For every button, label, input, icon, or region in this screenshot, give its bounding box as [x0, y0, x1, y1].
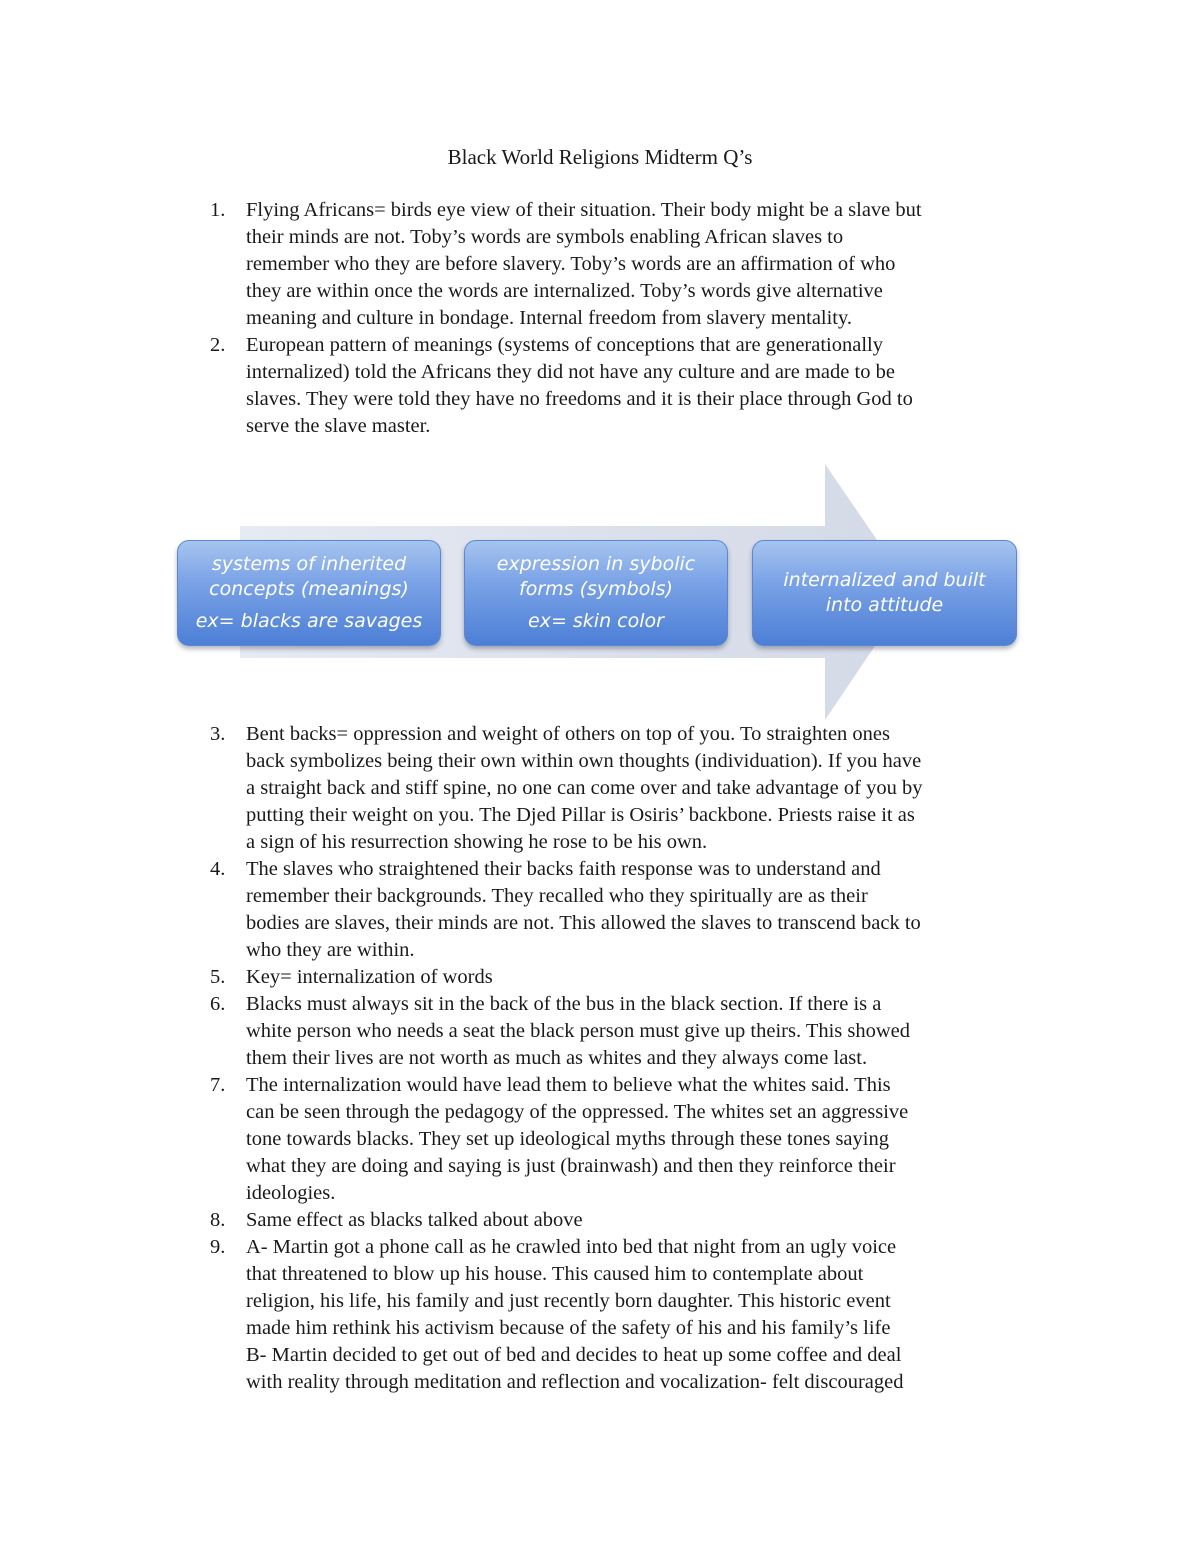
question-number: 7. [210, 1074, 226, 1096]
question-text-line: what they are doing and saying is just (brainwash) and then they reinforce their [246, 1155, 896, 1177]
question-item [200, 856, 1030, 964]
step-example: ex= skin color [528, 610, 664, 632]
question-number: 3. [210, 723, 226, 745]
question-list-top [200, 197, 1030, 440]
question-text-line: A- Martin got a phone call as he crawled into bed that night from an ugly voice [246, 1236, 897, 1258]
step-example: ex= blacks are savages [195, 610, 423, 632]
question-text-line: bodies are slaves, their minds are not. This allowed the slaves to transcend back to [246, 912, 921, 934]
question-text-line: they are within once the words are internalized. Toby’s words give alternative [246, 280, 883, 302]
question-text-line: a sign of his resurrection showing he rose to be his own. [246, 831, 708, 853]
question-list-bottom [200, 721, 1030, 1396]
step-box-symbolic-forms [464, 540, 728, 646]
question-text-line: Key= internalization of words [246, 966, 493, 988]
question-text-line: remember who they are before slavery. Toby’s words are an affirmation of who [246, 253, 896, 275]
question-item [200, 197, 1030, 332]
question-number: 5. [210, 966, 226, 988]
question-item [200, 1207, 1030, 1234]
question-text-line: with reality through meditation and reflection and vocalization- felt discouraged [246, 1371, 904, 1393]
question-text-line: that threatened to blow up his house. This caused him to contemplate about [246, 1263, 864, 1285]
step-text: into attitude [825, 594, 944, 616]
step-box-inherited-concepts [177, 540, 441, 646]
question-item [200, 991, 1030, 1072]
question-text-line: putting their weight on you. The Djed Pillar is Osiris’ backbone. Priests raise it as [246, 804, 915, 826]
step-text: expression in sybolic [496, 553, 696, 575]
question-text-line: white person who needs a seat the black person must give up theirs. This showed [246, 1020, 911, 1042]
step-text: systems of inherited [211, 553, 407, 575]
question-number: 4. [210, 858, 226, 880]
question-text-line: The slaves who straightened their backs faith response was to understand and [246, 858, 881, 880]
question-text-line: a straight back and stiff spine, no one can come over and take advantage of you by [246, 777, 923, 799]
question-text-line: The internalization would have lead them to believe what the whites said. This [246, 1074, 891, 1096]
step-text: concepts (meanings) [209, 578, 409, 600]
question-text-line: European pattern of meanings (systems of conceptions that are generationally [246, 334, 883, 356]
step-text: internalized and built [783, 569, 986, 591]
question-number: 6. [210, 993, 226, 1015]
question-text-line: religion, his life, his family and just recently born daughter. This historic event [246, 1290, 891, 1312]
question-text-line: back symbolizes being their own within own thoughts (individuation). If you have [246, 750, 922, 772]
question-number: 2. [210, 334, 226, 356]
question-item [200, 1234, 1030, 1396]
question-text-line: them their lives are not worth as much as whites and they always come last. [246, 1047, 868, 1069]
question-text-line: remember their backgrounds. They recalled who they spiritually are as their [246, 885, 868, 907]
step-box-internalized [752, 540, 1017, 646]
question-text-line: Flying Africans= birds eye view of their situation. Their body might be a slave but [246, 199, 922, 221]
question-text-line: Bent backs= oppression and weight of others on top of you. To straighten ones [246, 723, 891, 745]
question-text-line: ideologies. [246, 1182, 336, 1204]
question-text-line: serve the slave master. [246, 415, 431, 437]
question-text-line: internalized) told the Africans they did not have any culture and are made to be [246, 361, 895, 383]
question-text-line: B- Martin decided to get out of bed and decides to heat up some coffee and deal [246, 1344, 902, 1366]
question-text-line: who they are within. [246, 939, 415, 961]
question-item [200, 964, 1030, 991]
question-text-line: meaning and culture in bondage. Internal freedom from slavery mentality. [246, 307, 853, 329]
question-text-line: tone towards blacks. They set up ideological myths through these tones saying [246, 1128, 889, 1150]
question-number: 9. [210, 1236, 226, 1258]
question-number: 8. [210, 1209, 226, 1231]
question-text-line: slaves. They were told they have no freedoms and it is their place through God to [246, 388, 913, 410]
question-text-line: Same effect as blacks talked about above [246, 1209, 583, 1231]
question-text-line: Blacks must always sit in the back of the bus in the black section. If there is a [246, 993, 882, 1015]
process-diagram [170, 462, 1030, 724]
question-item [200, 1072, 1030, 1207]
question-item [200, 332, 1030, 440]
question-item [200, 721, 1030, 856]
question-text-line: can be seen through the pedagogy of the oppressed. The whites set an aggressive [246, 1101, 909, 1123]
question-text-line: their minds are not. Toby’s words are symbols enabling African slaves to [246, 226, 844, 248]
question-number: 1. [210, 199, 226, 221]
question-text-line: made him rethink his activism because of the safety of his and his family’s life [246, 1317, 891, 1339]
page-title: Black World Religions Midterm Q’s [447, 145, 753, 169]
step-text: forms (symbols) [519, 578, 673, 600]
